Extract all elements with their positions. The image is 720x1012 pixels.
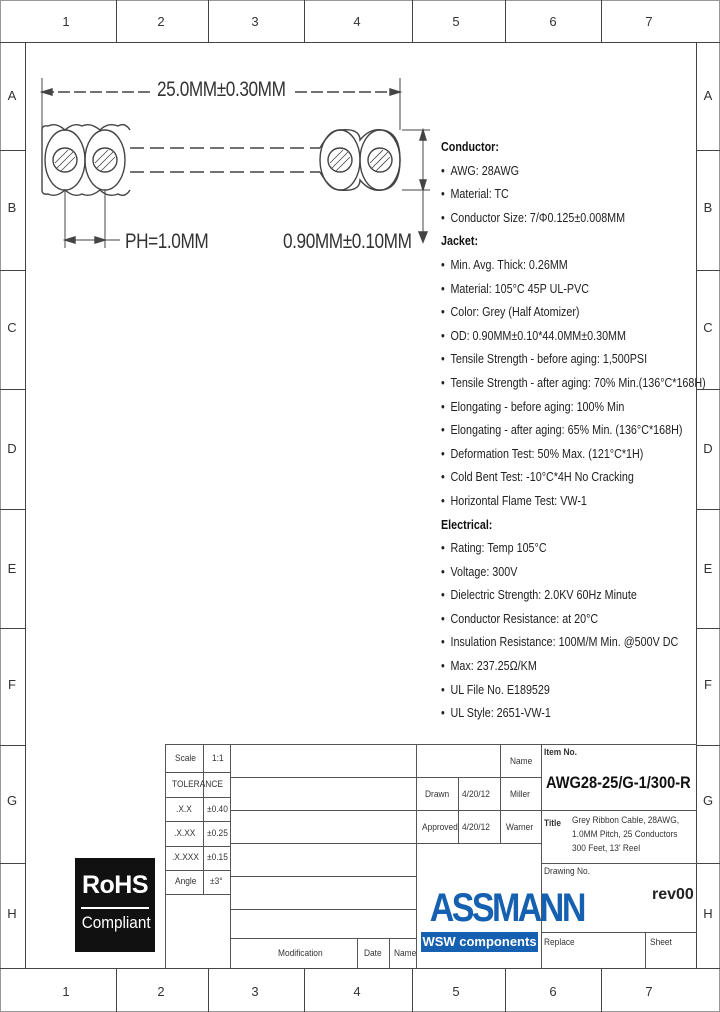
section-title: Electrical: bbox=[441, 517, 493, 532]
row-letter: E bbox=[7, 561, 17, 576]
spec-item: • Horizontal Flame Test: VW-1 bbox=[441, 490, 673, 514]
spec-item: • Tensile Strength - after aging: 70% Min.(136°C*168H) bbox=[441, 372, 673, 396]
tol-label: .X.XX bbox=[174, 828, 196, 839]
row-letter: A bbox=[7, 88, 17, 103]
col-number: 5 bbox=[452, 984, 460, 999]
row-letter: F bbox=[8, 677, 16, 692]
pitch-dimension: PH=1.0MM bbox=[125, 230, 209, 253]
spec-item: • Elongating - after aging: 65% Min. (136°C*168H) bbox=[441, 419, 673, 443]
col-number: 6 bbox=[549, 984, 557, 999]
spec-item: • Cold Bent Test: -10°C*4H No Cracking bbox=[441, 466, 673, 490]
spec-item: • Conductor Size: 7/Φ0.125±0.008MM bbox=[441, 207, 673, 231]
spec-item: • Insulation Resistance: 100M/M Min. @500V DC bbox=[441, 631, 673, 655]
row-letter: G bbox=[702, 793, 714, 808]
col-number: 1 bbox=[62, 984, 70, 999]
col-number: 4 bbox=[353, 984, 361, 999]
col-number: 4 bbox=[353, 14, 361, 29]
spec-item: • Material: TC bbox=[441, 183, 673, 207]
row-letter: H bbox=[7, 906, 17, 921]
revision: rev00 bbox=[652, 886, 694, 903]
date-label: Date bbox=[364, 948, 382, 959]
col-number: 2 bbox=[157, 984, 165, 999]
replace-label: Replace bbox=[544, 937, 575, 948]
approved-date: 4/20/12 bbox=[462, 822, 490, 833]
approved-label: Approved bbox=[422, 822, 458, 833]
title-line: Grey Ribbon Cable, 28AWG, bbox=[572, 815, 680, 826]
tol-value: ±0.25 bbox=[207, 828, 228, 839]
width-dimension: 25.0MM±0.30MM bbox=[157, 78, 286, 101]
spec-item: • Voltage: 300V bbox=[441, 561, 673, 585]
rohs-subtitle: Compliant bbox=[81, 913, 151, 932]
tol-value: ±0.40 bbox=[207, 804, 228, 815]
spec-item: • AWG: 28AWG bbox=[441, 160, 673, 184]
spec-item: • UL File No. E189529 bbox=[441, 679, 673, 703]
spec-item: • Rating: Temp 105°C bbox=[441, 537, 673, 561]
row-letter: B bbox=[7, 200, 17, 215]
col-number: 7 bbox=[645, 984, 653, 999]
scale-label: Scale bbox=[175, 753, 196, 764]
spec-item: • Deformation Test: 50% Max. (121°C*1H) bbox=[441, 443, 673, 467]
col-number: 3 bbox=[251, 984, 259, 999]
spec-item: • Dielectric Strength: 2.0KV 60Hz Minute bbox=[441, 584, 673, 608]
col-number: 6 bbox=[549, 14, 557, 29]
section-title: Conductor: bbox=[441, 140, 499, 154]
name-label: Name bbox=[394, 948, 417, 959]
item-no-label: Item No. bbox=[544, 747, 577, 758]
rohs-title: RoHS bbox=[81, 871, 149, 899]
col-number: 5 bbox=[452, 14, 460, 29]
col-number: 1 bbox=[62, 14, 70, 29]
spec-item: • Material: 105°C 45P UL-PVC bbox=[441, 278, 673, 302]
col-number: 2 bbox=[157, 14, 165, 29]
row-letter: D bbox=[7, 441, 17, 456]
tol-label: Angle bbox=[175, 876, 197, 887]
row-letter: F bbox=[704, 677, 712, 692]
spec-item: • Elongating - before aging: 100% Min bbox=[441, 396, 673, 420]
rohs-badge bbox=[75, 858, 155, 952]
tol-label: .X.XXX bbox=[172, 852, 199, 863]
spec-item: • Tensile Strength - before aging: 1,500PSI bbox=[441, 348, 673, 372]
tolerance-label: TOLERANCE bbox=[172, 779, 223, 790]
spec-item: • Color: Grey (Half Atomizer) bbox=[441, 301, 673, 325]
sheet-label: Sheet bbox=[650, 937, 672, 948]
title-line: 300 Feet, 13' Reel bbox=[572, 843, 641, 854]
spec-item: • OD: 0.90MM±0.10*44.0MM±0.30MM bbox=[441, 325, 673, 349]
spec-item: • Max: 237.25Ω/KM bbox=[441, 655, 673, 679]
row-letter: G bbox=[6, 793, 18, 808]
row-letter: C bbox=[7, 320, 17, 335]
col-number: 3 bbox=[251, 14, 259, 29]
modification-label: Modification bbox=[278, 948, 323, 959]
row-letter: E bbox=[703, 561, 713, 576]
tol-label: .X.X bbox=[176, 804, 192, 815]
title-line: 1.0MM Pitch, 25 Conductors bbox=[572, 829, 678, 840]
drawn-label: Drawn bbox=[425, 789, 450, 800]
rohs-divider bbox=[81, 907, 149, 909]
row-letter: B bbox=[703, 200, 713, 215]
row-letter: H bbox=[703, 906, 713, 921]
title-label: Title bbox=[544, 818, 562, 829]
tol-value: ±3° bbox=[210, 876, 223, 887]
name-label: Name bbox=[510, 756, 533, 767]
approved-name: Warner bbox=[506, 822, 534, 833]
drawn-date: 4/20/12 bbox=[462, 789, 490, 800]
thickness-dimension: 0.90MM±0.10MM bbox=[283, 230, 412, 253]
row-letter: C bbox=[703, 320, 713, 335]
spec-item: • UL Style: 2651-VW-1 bbox=[441, 702, 673, 726]
item-number: AWG28-25/G-1/300-R bbox=[546, 773, 691, 792]
col-number: 7 bbox=[645, 14, 653, 29]
row-letter: D bbox=[703, 441, 713, 456]
logo-subtitle: WSW components bbox=[421, 932, 538, 952]
spec-item: • Conductor Resistance: at 20°C bbox=[441, 608, 673, 632]
drawing-no-label: Drawing No. bbox=[544, 866, 591, 877]
scale-value: 1:1 bbox=[212, 753, 224, 764]
logo-name: ASSMANN bbox=[429, 886, 584, 930]
spec-item: • Min. Avg. Thick: 0.26MM bbox=[441, 254, 673, 278]
drawn-name: Miller bbox=[510, 789, 530, 800]
section-title: Jacket: bbox=[441, 234, 479, 249]
tol-value: ±0.15 bbox=[207, 852, 228, 863]
row-letter: A bbox=[703, 88, 713, 103]
